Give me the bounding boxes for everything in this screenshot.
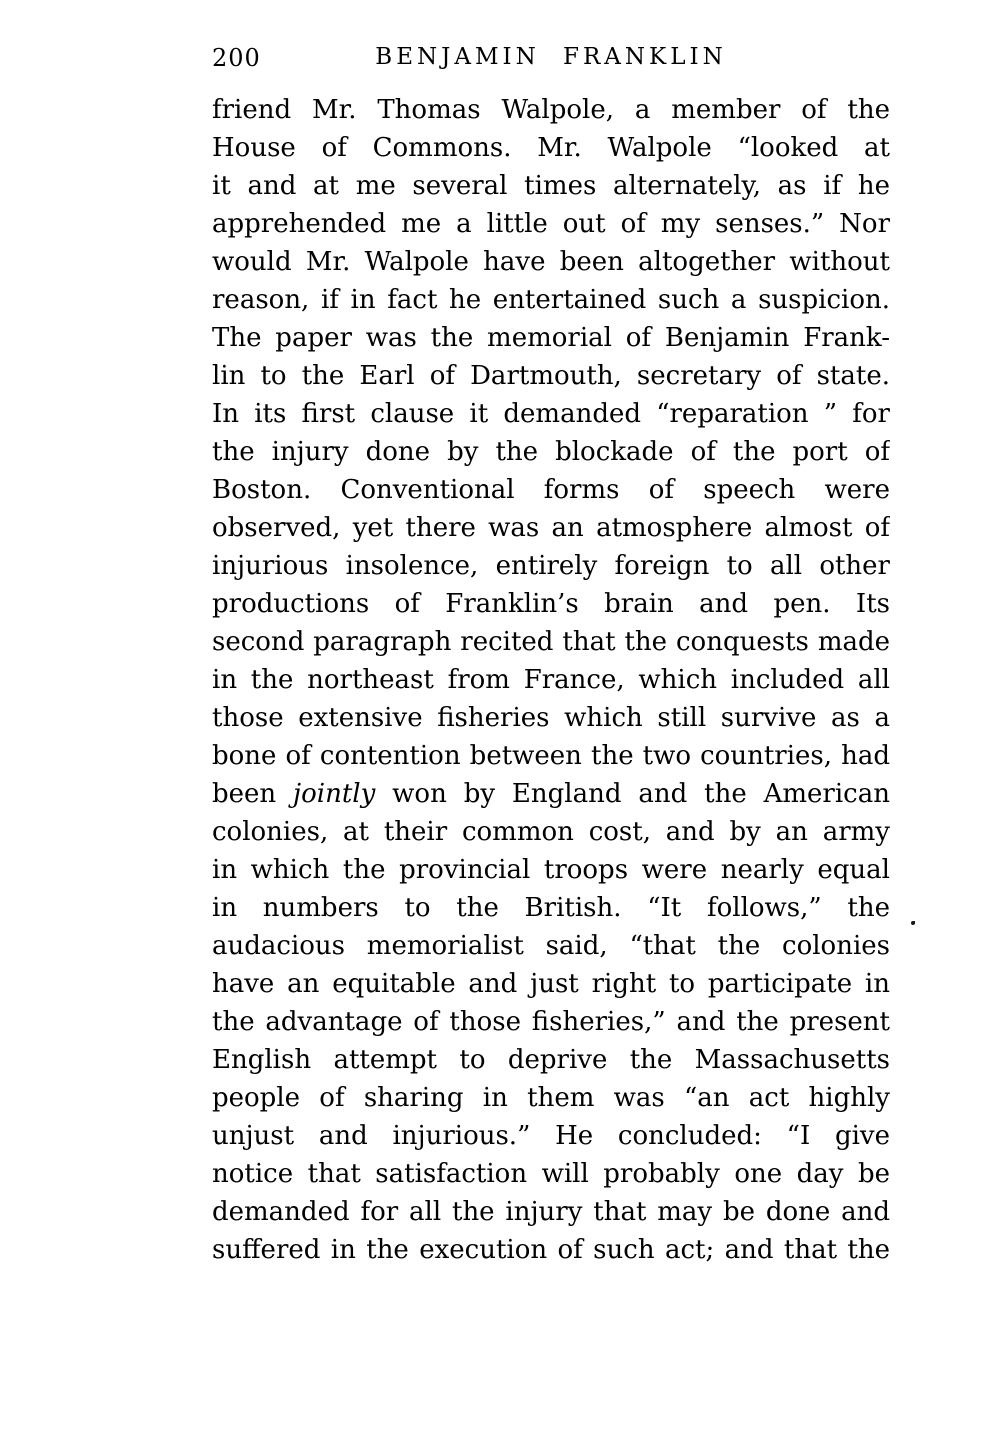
text-segment: colonies, at their common cost, and by an army [212,817,890,847]
text-line [212,889,890,927]
text-segment: bone of contention between the two countries, had [212,741,890,771]
text-segment: unjust and injurious.” He concluded: “I give [212,1121,890,1151]
text-segment: been [212,779,294,809]
text-line [212,585,890,623]
text-segment: in the northeast from France, which included all [212,665,890,695]
text-line [212,661,890,699]
text-line [212,1231,890,1269]
text-line [212,1193,890,1231]
text-segment: people of sharing in them was “an act highly [212,1083,890,1113]
text-segment: in which the provincial troops were nearly equal [212,855,890,885]
text-segment: demanded for all the injury that may be done and [212,1197,890,1227]
text-line [212,851,890,889]
text-segment: House of Commons. Mr. Walpole “looked at [212,133,890,163]
text-line [212,1155,890,1193]
text-line [212,1117,890,1155]
text-segment: in numbers to the British. “It follows,” the [212,893,890,923]
text-line [212,1079,890,1117]
text-segment: notice that satisfaction will probably one day be [212,1159,890,1189]
italic-word: jointly [293,779,376,809]
text-line [212,319,890,357]
text-line [212,281,890,319]
text-segment: won by England and the American [375,779,890,809]
text-segment: apprehended me a little out of my senses.” Nor [212,209,890,239]
text-line [212,813,890,851]
text-segment: the injury done by the blockade of the port of [212,437,890,467]
running-header [212,42,890,72]
text-line [212,775,890,813]
text-line [212,623,890,661]
ink-speck [911,921,915,925]
text-segment: friend Mr. Thomas Walpole, a member of the [212,95,890,125]
text-segment: productions of Franklin’s brain and pen. Its [212,589,890,619]
text-line [212,509,890,547]
text-segment: lin to the Earl of Dartmouth, secretary of state. [212,361,890,391]
text-segment: observed, yet there was an atmosphere almost of [212,513,890,543]
running-title: BENJAMIN FRANKLIN [375,44,727,70]
text-segment: English attempt to deprive the Massachusetts [212,1045,890,1075]
text-segment: the advantage of those fisheries,” and the present [212,1007,890,1037]
text-segment: would Mr. Walpole have been altogether without [212,247,890,277]
text-segment: reason, if in fact he entertained such a suspicion. [212,285,890,315]
text-line [212,699,890,737]
text-line [212,471,890,509]
text-segment: those extensive fisheries which still survive as a [212,703,890,733]
text-line [212,547,890,585]
text-segment: injurious insolence, entirely foreign to all other [212,551,890,581]
text-segment: The paper was the memorial of Benjamin Frank- [212,323,890,353]
body-text [212,91,890,1269]
text-line [212,167,890,205]
text-segment: have an equitable and just right to participate in [212,969,890,999]
page-number: 200 [212,44,261,72]
text-line [212,243,890,281]
text-segment: audacious memorialist said, “that the colonies [212,931,890,961]
text-segment: it and at me several times alternately, as if he [212,171,890,201]
text-line [212,357,890,395]
text-line [212,205,890,243]
text-line [212,737,890,775]
text-line [212,129,890,167]
text-segment: second paragraph recited that the conquests made [212,627,890,657]
text-line [212,1041,890,1079]
text-segment: suffered in the execution of such act; and that the [212,1235,890,1265]
text-line [212,1003,890,1041]
text-line [212,433,890,471]
text-line [212,91,890,129]
text-line [212,965,890,1003]
text-line [212,395,890,433]
text-line [212,927,890,965]
text-segment: In its first clause it demanded “reparation ” for [212,399,890,429]
text-segment: Boston. Conventional forms of speech were [212,475,890,505]
